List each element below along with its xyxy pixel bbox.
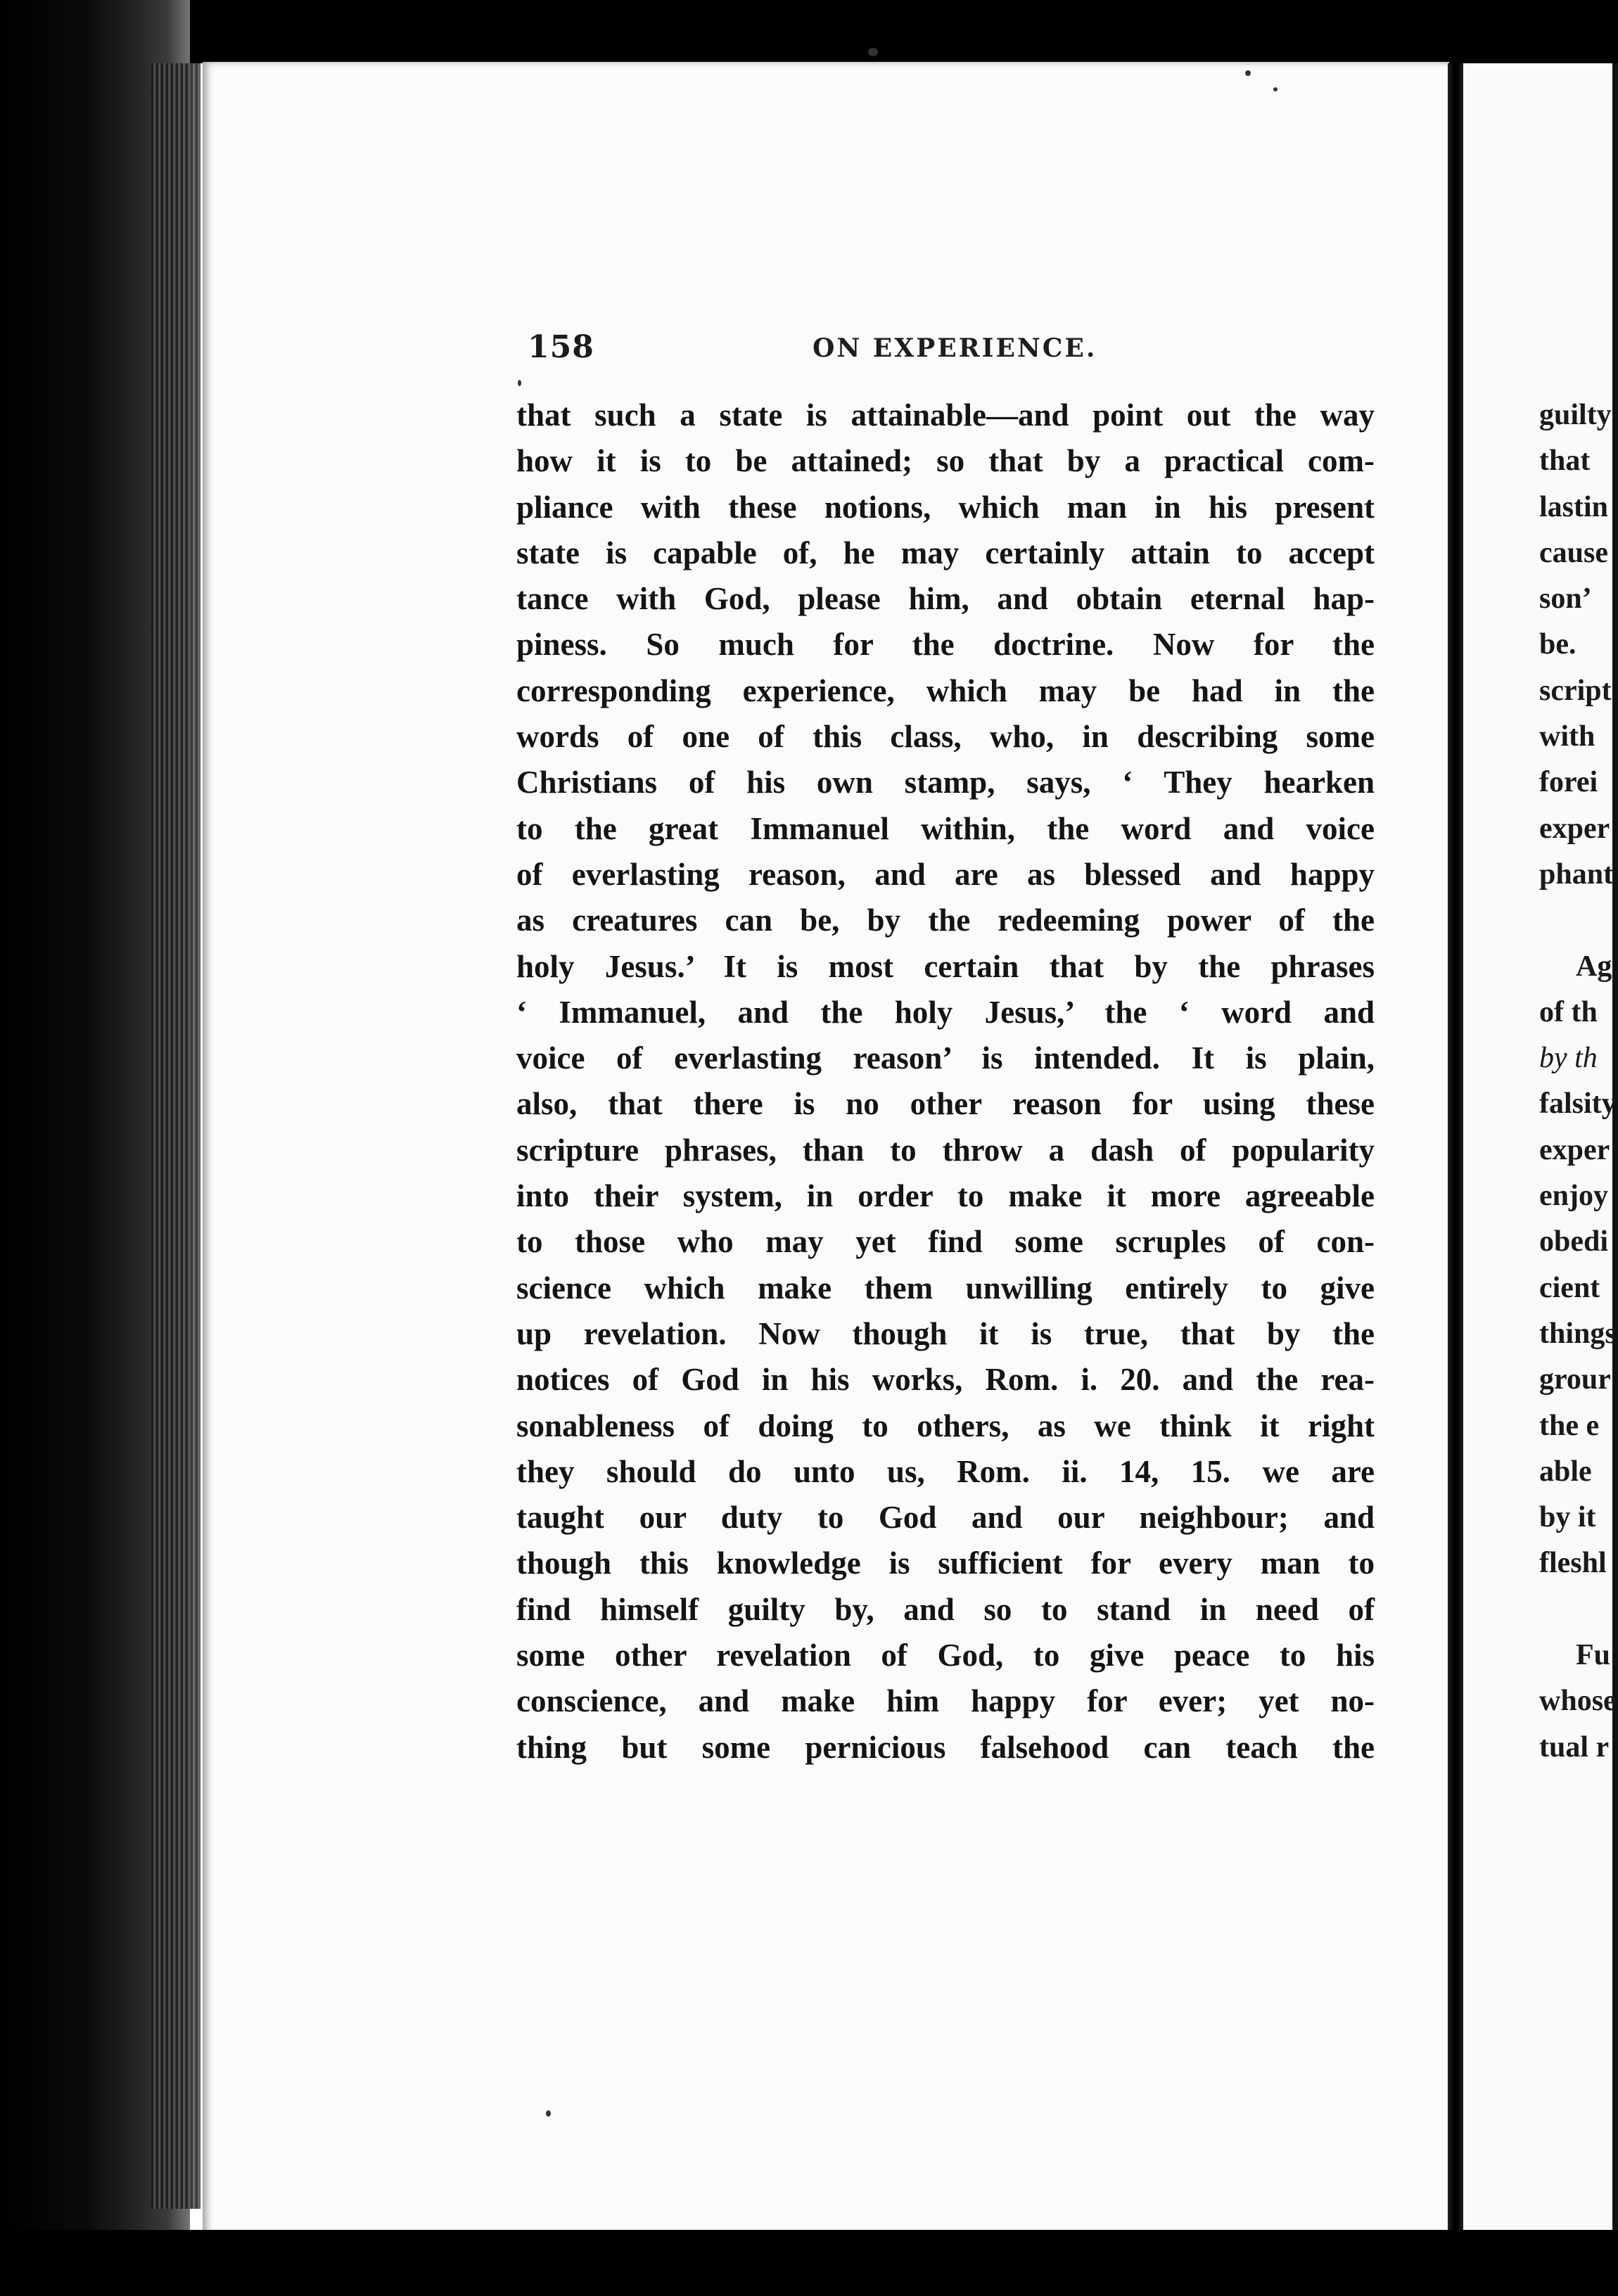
facing-line: with	[1539, 720, 1595, 753]
facing-line: Ag	[1576, 950, 1612, 983]
scan-border-bottom	[0, 2230, 1618, 2296]
facing-line: obedi	[1539, 1225, 1609, 1258]
facing-line: fleshl	[1539, 1547, 1607, 1580]
facing-line: exper	[1539, 812, 1610, 845]
facing-gap	[1539, 1587, 1618, 1633]
scan-speck	[1273, 87, 1278, 91]
facing-line: exper	[1539, 1133, 1610, 1166]
text-line: notices of God in his works, Rom. i. 20. and the rea-	[516, 1362, 1375, 1398]
body-text	[516, 393, 1375, 1771]
text-line: up revelation. Now though it is true, that by the	[516, 1315, 1375, 1351]
scan-speck	[546, 2110, 551, 2117]
facing-line: be.	[1539, 628, 1576, 661]
text-line: find himself guilty by, and so to stand in need of	[516, 1591, 1375, 1627]
page-number: 158	[528, 329, 594, 365]
text-line: taught our duty to God and our neighbour; and	[516, 1500, 1375, 1536]
page-edges	[151, 63, 200, 2209]
facing-gap	[1539, 898, 1618, 943]
facing-line: Fu	[1576, 1639, 1611, 1672]
facing-line: son’	[1539, 582, 1592, 616]
scan-speck	[868, 48, 878, 56]
text-line: though this knowledge is sufficient for every man to	[516, 1545, 1375, 1581]
text-line: of everlasting reason, and are as blessed and happy	[516, 856, 1375, 892]
facing-line: forei	[1539, 766, 1598, 799]
facing-line: able	[1539, 1455, 1592, 1488]
facing-line: cient	[1539, 1271, 1600, 1304]
text-line: as creatures can be, by the redeeming power of the	[516, 903, 1375, 938]
facing-line: that	[1539, 445, 1591, 478]
facing-line: tual r	[1539, 1730, 1610, 1764]
facing-line: script	[1539, 674, 1612, 707]
text-line: corresponding experience, which may be had in the	[516, 672, 1375, 708]
text-line: holy Jesus.’ It is most certain that by the phrases	[516, 948, 1375, 984]
text-line: Christians of his own stamp, says, ‘ They hearken	[516, 765, 1375, 801]
text-line: they should do unto us, Rom. ii. 14, 15. we are	[516, 1453, 1375, 1489]
text-line: words of one of this class, who, in describing some	[516, 719, 1375, 755]
text-line: conscience, and make him happy for ever; yet no-	[516, 1683, 1375, 1719]
page-header	[528, 329, 1449, 378]
text-line: sonableness of doing to others, as we think it right	[516, 1408, 1375, 1443]
text-line: some other revelation of God, to give peace to his	[516, 1638, 1375, 1673]
text-line: voice of everlasting reason’ is intended. It is plain,	[516, 1040, 1375, 1076]
text-line: piness. So much for the doctrine. Now for the	[516, 627, 1375, 663]
facing-line: guilty	[1539, 399, 1612, 431]
facing-line: grour	[1539, 1363, 1611, 1396]
scan-speck	[518, 380, 521, 386]
facing-line: phant	[1539, 857, 1614, 891]
text-line: into their system, in order to make it more agreeable	[516, 1178, 1375, 1214]
facing-line: the e	[1539, 1409, 1600, 1442]
facing-line: whose	[1539, 1685, 1617, 1718]
text-line: that such a state is attainable—and point out the way	[516, 397, 1375, 433]
facing-line: by it	[1539, 1501, 1596, 1534]
facing-line: things	[1539, 1317, 1617, 1350]
text-line: how it is to be attained; so that by a practical com-	[516, 443, 1375, 479]
facing-page-text	[1539, 393, 1618, 1771]
text-line: to those who may yet find some scruples of con-	[516, 1224, 1375, 1260]
facing-line: by th	[1539, 1042, 1598, 1075]
text-line: scripture phrases, than to throw a dash of popularity	[516, 1132, 1375, 1168]
text-line: state is capable of, he may certainly attain to accept	[516, 535, 1375, 570]
text-line: tance with God, please him, and obtain eternal hap-	[516, 581, 1375, 617]
text-line: ‘ Immanuel, and the holy Jesus,’ the ‘ word and	[516, 994, 1375, 1030]
facing-line: lastin	[1539, 490, 1609, 523]
scan-speck	[1245, 70, 1251, 76]
text-line: science which make them unwilling entirely to give	[516, 1270, 1375, 1306]
text-line: pliance with these notions, which man in his present	[516, 489, 1375, 525]
scan-border-top	[0, 0, 1618, 63]
text-line: thing but some pernicious falsehood can teach the	[516, 1729, 1375, 1765]
facing-line: of th	[1539, 995, 1598, 1028]
text-line: also, that there is no other reason for using these	[516, 1086, 1375, 1122]
facing-line: enjoy	[1539, 1180, 1608, 1213]
facing-line: cause	[1539, 536, 1608, 569]
facing-line: falsity	[1539, 1088, 1617, 1121]
book-gutter	[1448, 63, 1463, 2233]
running-head: ON EXPERIENCE.	[813, 333, 1097, 363]
text-line: to the great Immanuel within, the word and voice	[516, 810, 1375, 846]
